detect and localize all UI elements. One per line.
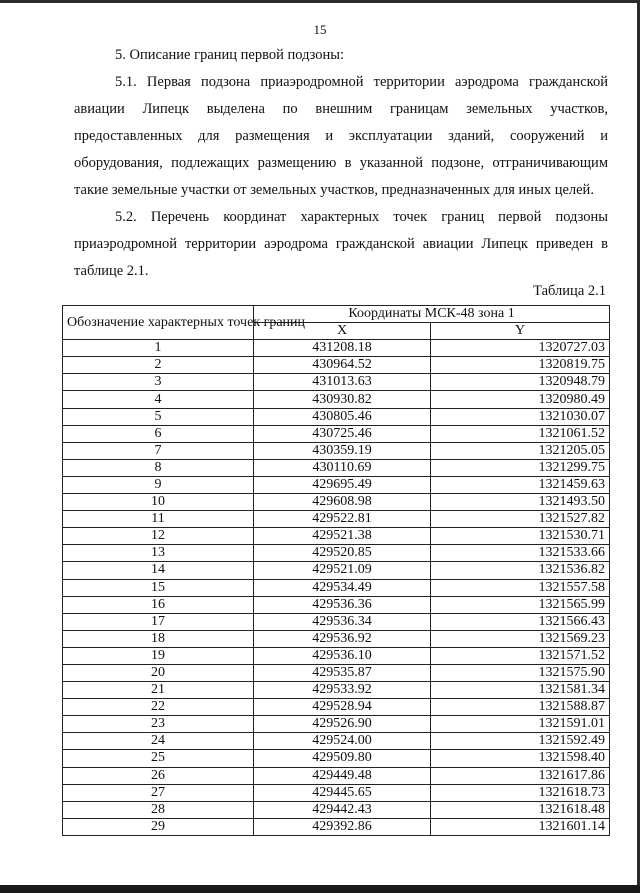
coord-y-cell: 1321493.50 (431, 494, 610, 511)
coord-x-cell: 430359.19 (254, 442, 431, 459)
coord-x-cell: 429509.80 (254, 750, 431, 767)
coord-y-cell: 1320819.75 (431, 357, 610, 374)
coord-x-cell: 429535.87 (254, 664, 431, 681)
coord-x-cell: 431208.18 (254, 340, 431, 357)
coord-y-cell: 1321459.63 (431, 476, 610, 493)
point-number-cell: 15 (63, 579, 254, 596)
table-row (63, 476, 610, 493)
coord-y-cell: 1321571.52 (431, 647, 610, 664)
table-row (63, 613, 610, 630)
point-number-cell: 13 (63, 545, 254, 562)
table-row (63, 716, 610, 733)
coord-y-cell: 1321530.71 (431, 528, 610, 545)
document-body (74, 42, 608, 285)
coord-y-cell: 1321061.52 (431, 425, 610, 442)
point-number-cell: 23 (63, 716, 254, 733)
coord-y-cell: 1321581.34 (431, 682, 610, 699)
coord-y-cell: 1321565.99 (431, 596, 610, 613)
table-row (63, 374, 610, 391)
table-row (63, 545, 610, 562)
point-number-cell: 12 (63, 528, 254, 545)
coord-y-cell: 1321591.01 (431, 716, 610, 733)
coord-y-cell: 1321618.73 (431, 784, 610, 801)
coord-y-cell: 1321030.07 (431, 408, 610, 425)
coord-x-cell: 429528.94 (254, 699, 431, 716)
coord-x-cell: 429392.86 (254, 818, 431, 835)
coord-y-cell: 1321588.87 (431, 699, 610, 716)
table-caption: Таблица 2.1 (533, 283, 606, 299)
coord-x-cell: 429445.65 (254, 784, 431, 801)
header-x: X (254, 323, 431, 340)
table-row (63, 664, 610, 681)
table-row (63, 733, 610, 750)
point-number-cell: 3 (63, 374, 254, 391)
point-number-cell: 10 (63, 494, 254, 511)
coord-x-cell: 431013.63 (254, 374, 431, 391)
coord-y-cell: 1321527.82 (431, 511, 610, 528)
header-points: Обозначение характерных точек границ (63, 306, 254, 340)
point-number-cell: 18 (63, 630, 254, 647)
scan-edge-bottom (0, 885, 640, 893)
table-row (63, 425, 610, 442)
coord-y-cell: 1321299.75 (431, 459, 610, 476)
table-row (63, 630, 610, 647)
coord-y-cell: 1321569.23 (431, 630, 610, 647)
table-row (63, 579, 610, 596)
table-row (63, 767, 610, 784)
table-row (63, 562, 610, 579)
point-number-cell: 19 (63, 647, 254, 664)
coord-x-cell: 429536.36 (254, 596, 431, 613)
table-row (63, 596, 610, 613)
point-number-cell: 17 (63, 613, 254, 630)
table-row (63, 699, 610, 716)
coord-x-cell: 429449.48 (254, 767, 431, 784)
coord-x-cell: 430110.69 (254, 459, 431, 476)
table-row (63, 647, 610, 664)
point-number-cell: 14 (63, 562, 254, 579)
coord-x-cell: 429536.10 (254, 647, 431, 664)
point-number-cell: 20 (63, 664, 254, 681)
coord-y-cell: 1321618.48 (431, 801, 610, 818)
point-number-cell: 29 (63, 818, 254, 835)
coord-x-cell: 429520.85 (254, 545, 431, 562)
table-row (63, 528, 610, 545)
header-y: Y (431, 323, 610, 340)
coord-x-cell: 429442.43 (254, 801, 431, 818)
point-number-cell: 11 (63, 511, 254, 528)
coord-y-cell: 1321601.14 (431, 818, 610, 835)
point-number-cell: 2 (63, 357, 254, 374)
coord-x-cell: 429536.34 (254, 613, 431, 630)
table-body (63, 340, 610, 836)
table-row (63, 682, 610, 699)
point-number-cell: 7 (63, 442, 254, 459)
point-number-cell: 22 (63, 699, 254, 716)
coord-x-cell: 429608.98 (254, 494, 431, 511)
coord-x-cell: 429521.38 (254, 528, 431, 545)
coord-y-cell: 1320948.79 (431, 374, 610, 391)
coord-x-cell: 430805.46 (254, 408, 431, 425)
table-row (63, 784, 610, 801)
point-number-cell: 9 (63, 476, 254, 493)
coord-x-cell: 429534.49 (254, 579, 431, 596)
point-number-cell: 21 (63, 682, 254, 699)
coord-x-cell: 429522.81 (254, 511, 431, 528)
header-coordinates: Координаты МСК-48 зона 1 (254, 306, 610, 323)
coord-x-cell: 429695.49 (254, 476, 431, 493)
coord-y-cell: 1321575.90 (431, 664, 610, 681)
coord-y-cell: 1321533.66 (431, 545, 610, 562)
point-number-cell: 28 (63, 801, 254, 818)
table-row (63, 818, 610, 835)
coord-x-cell: 429536.92 (254, 630, 431, 647)
coord-x-cell: 429521.09 (254, 562, 431, 579)
table-row (63, 511, 610, 528)
coord-y-cell: 1321536.82 (431, 562, 610, 579)
coord-x-cell: 429524.00 (254, 733, 431, 750)
table-row (63, 494, 610, 511)
coord-x-cell: 430930.82 (254, 391, 431, 408)
coord-y-cell: 1321598.40 (431, 750, 610, 767)
coord-x-cell: 430725.46 (254, 425, 431, 442)
page-number: 15 (313, 22, 327, 37)
coord-y-cell: 1321205.05 (431, 442, 610, 459)
table-row (63, 459, 610, 476)
table-row (63, 357, 610, 374)
point-number-cell: 16 (63, 596, 254, 613)
coord-x-cell: 429533.92 (254, 682, 431, 699)
table-row (63, 391, 610, 408)
table-row (63, 442, 610, 459)
point-number-cell: 8 (63, 459, 254, 476)
point-number-cell: 1 (63, 340, 254, 357)
coord-y-cell: 1321566.43 (431, 613, 610, 630)
table-row (63, 408, 610, 425)
scan-edge-top (0, 0, 640, 3)
paragraph-5-2: 5.2. Перечень координат характерных точек границ первой подзоны приаэродромной территории аэродрома гражданской авиации Липецк приведен в таблице 2.1. (74, 209, 608, 279)
coord-y-cell: 1320727.03 (431, 340, 610, 357)
point-number-cell: 5 (63, 408, 254, 425)
point-number-cell: 4 (63, 391, 254, 408)
table-row (63, 340, 610, 357)
coord-y-cell: 1321557.58 (431, 579, 610, 596)
coord-x-cell: 430964.52 (254, 357, 431, 374)
point-number-cell: 25 (63, 750, 254, 767)
point-number-cell: 26 (63, 767, 254, 784)
coord-y-cell: 1320980.49 (431, 391, 610, 408)
table-row (63, 801, 610, 818)
paragraph-5-1: 5.1. Первая подзона приаэродромной территории аэродрома гражданской авиации Липецк выделена по внешним границам земельных участков, предоставленных для размещения и эксплуатации зданий, сооружений и оборудования, подлежащих размещению в указанной подзоне, отграничивающим такие земельные участки от земельных участков, предназначенных для иных целей. (74, 74, 608, 198)
point-number-cell: 6 (63, 425, 254, 442)
coord-x-cell: 429526.90 (254, 716, 431, 733)
point-number-cell: 24 (63, 733, 254, 750)
coord-y-cell: 1321617.86 (431, 767, 610, 784)
coord-y-cell: 1321592.49 (431, 733, 610, 750)
point-number-cell: 27 (63, 784, 254, 801)
section-heading: 5. Описание границ первой подзоны: (115, 47, 345, 63)
table-row (63, 750, 610, 767)
coordinates-table (62, 305, 610, 836)
